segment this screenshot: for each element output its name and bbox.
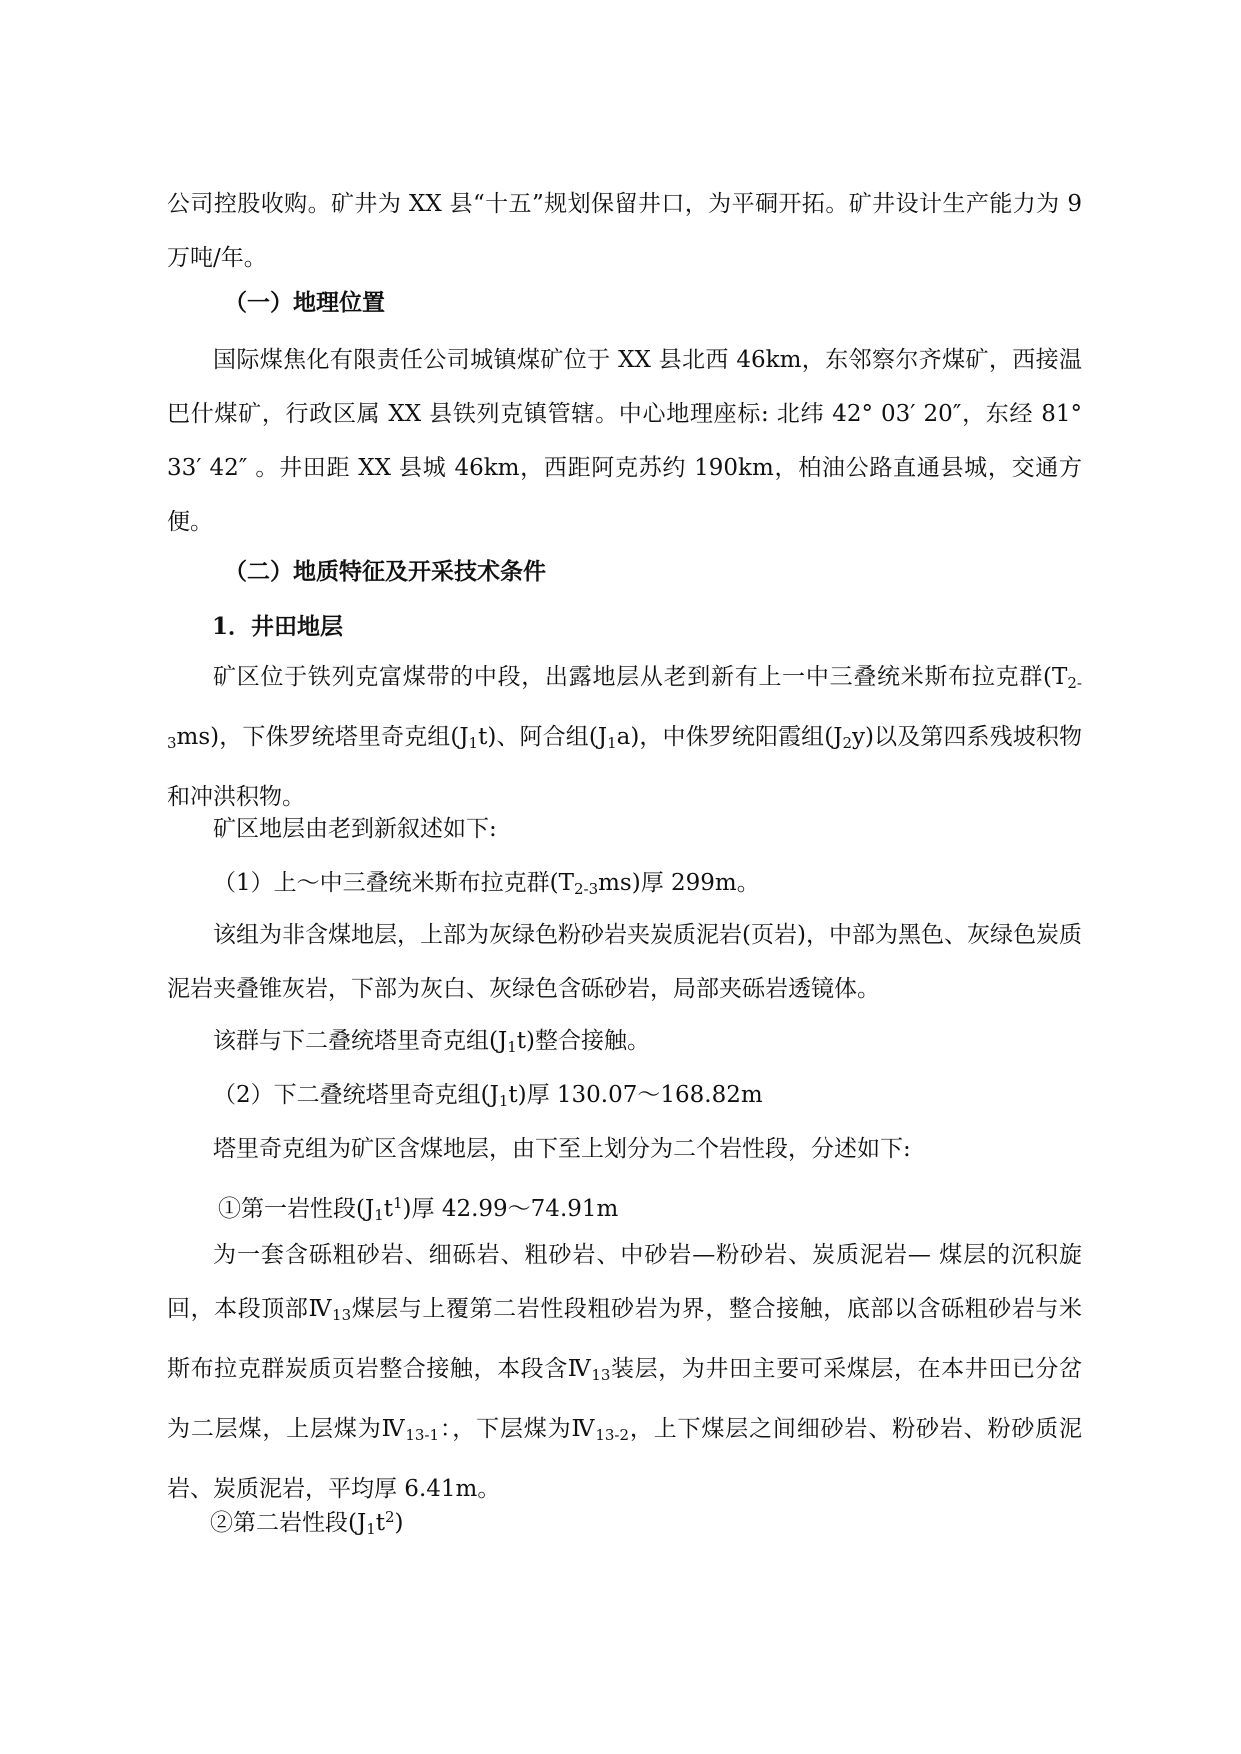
segment-2-heading: ②第二岩性段$(J_1t^2)$ bbox=[210, 1508, 404, 1538]
segment-1-paragraph: 为一套含砾粗砂岩、细砾岩、粗砂岩、中砂岩—粉砂岩、炭质泥岩— 煤层的沉积旋回，本段顶部$Ⅳ_{13}$煤层与上覆第二岩性段粗砂岩为界，整合接触，底部以含砾粗砂岩与米斯布拉克群炭质页岩整合接触，本段含$Ⅳ_{13}$装层，为井田主要可采煤层，在本井田已分岔为二层煤，上层煤为$Ⅳ_{13-1}$：，下层煤为$Ⅳ_{13-2}$，上下煤层之间细砂岩、粉砂岩、粉砂质泥岩、炭质泥岩，平均厚 6.41m。 bbox=[167, 1242, 1083, 1502]
order-intro: 矿区地层由老到新叙述如下: bbox=[213, 816, 497, 842]
group-description-paragraph: 该组为非含煤地层，上部为灰绿色粉砂岩夹炭质泥岩(页岩)，中部为黑色、灰绿色炭质泥岩夹叠锥灰岩，下部为灰白、灰绿色含砾砂岩，局部夹砾岩透镜体。 bbox=[167, 922, 1082, 1002]
item-2-heading: （2）下二叠统塔里奇克组$(J_1t)$厚 130.07～168.82m bbox=[213, 1082, 763, 1110]
intro-paragraph: 公司控股收购。矿井为 XX 县“十五”规划保留井口，为平硐开拓。矿井设计生产能力为 9 万吨/年。 bbox=[167, 191, 1082, 271]
strata-paragraph: 矿区位于铁列克富煤带的中段，出露地层从老到新有上一中三叠统米斯布拉克群$(T_{2-3}ms)$，下侏罗统塔里奇克组$(J_1t)$、阿合组$(J_1a)$，中侏罗统阳霞组$(J_2y)$以及第四系残坡积物和冲洪积物。 bbox=[167, 664, 1082, 810]
item-1-heading: （1）上～中三叠统米斯布拉克群$(T_{2-3}ms)$厚 299m。 bbox=[213, 870, 760, 898]
taliqike-paragraph: 塔里奇克组为矿区含煤地层，由下至上划分为二个岩性段，分述如下: bbox=[213, 1136, 911, 1162]
subsection-heading-strata: 1．井田地层 bbox=[212, 613, 344, 640]
contact-paragraph: 该群与下二叠统塔里奇克组$(J_1t)$整合接触。 bbox=[213, 1028, 650, 1056]
segment-1-heading: ①第一岩性段$(J_1t^1)$厚 42.99～74.91m bbox=[218, 1194, 619, 1224]
section-heading-geology: （二）地质特征及开采技术条件 bbox=[224, 558, 546, 585]
location-paragraph: 国际煤焦化有限责任公司城镇煤矿位于 XX 县北西 46km，东邻察尔齐煤矿，西接温巴什煤矿，行政区属 XX 县铁列克镇管辖。中心地理座标: 北纬 42° 03′ 20″，东经 81° 33′ 42″ 。井田距 XX 县城 46km，西距阿克苏约 190km，柏油公路直通县城，交通方便。 bbox=[167, 347, 1082, 535]
section-heading-location: （一）地理位置 bbox=[224, 289, 385, 316]
